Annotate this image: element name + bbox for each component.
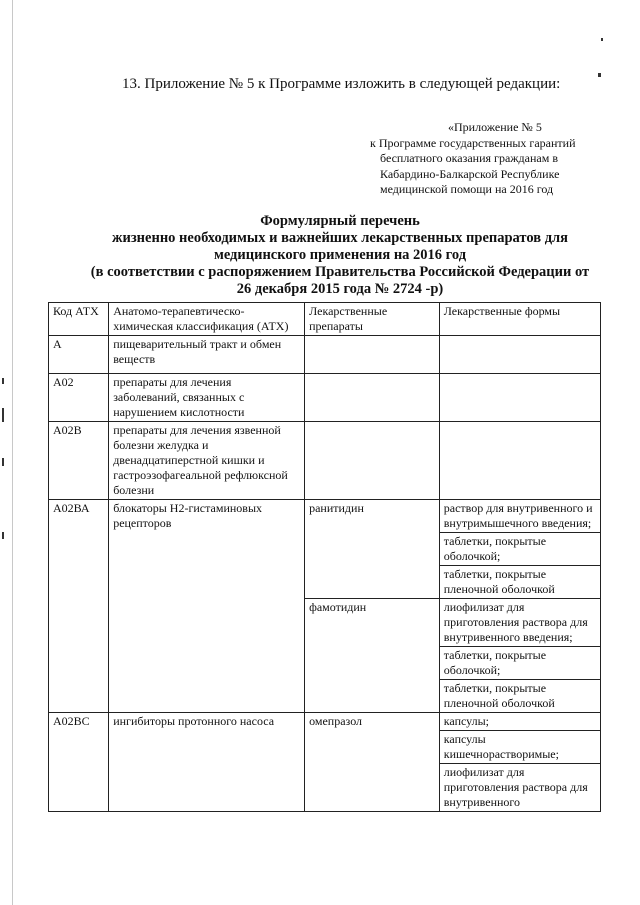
scan-speck bbox=[598, 73, 601, 77]
dosage-form: таблетки, покрытые пленочной оболочкой bbox=[439, 566, 600, 599]
title-line: Формулярный перечень bbox=[260, 213, 420, 229]
forms-cell bbox=[439, 422, 600, 500]
atc-class: препараты для лечения язвенной болезни желудка и двенадцатиперстной кишки и гастроэзофагеальной рефлюксной болезни bbox=[109, 422, 305, 500]
appendix-line: медицинской помощи на 2016 год bbox=[380, 182, 554, 196]
drug-name: ранитидин bbox=[305, 500, 440, 599]
scan-speck bbox=[2, 458, 4, 466]
appendix-line: Кабардино-Балкарской Республике bbox=[380, 166, 560, 181]
header-drugs: Лекарственные препараты bbox=[305, 303, 440, 336]
title-line: (в соответствии с распоряжением Правительства Российской Федерации от bbox=[90, 264, 590, 280]
scan-speck bbox=[2, 408, 4, 422]
scan-speck bbox=[2, 378, 4, 384]
dosage-form: капсулы; bbox=[439, 713, 600, 731]
header-code: Код АТХ bbox=[49, 303, 109, 336]
table-row bbox=[49, 713, 601, 731]
dosage-form: капсулы кишечнорастворимые; bbox=[439, 731, 600, 764]
drug-cell bbox=[305, 422, 440, 500]
atc-code: А02В bbox=[49, 422, 109, 500]
header-classification: Анатомо-терапевтическо-химическая классификация (АТХ) bbox=[109, 303, 305, 336]
appendix-line: к Программе государственных гарантий bbox=[370, 135, 576, 150]
title-line: 26 декабря 2015 года № 2724 -р) bbox=[236, 281, 444, 297]
atc-class: блокаторы Н2-гистаминовых рецепторов bbox=[109, 500, 305, 713]
intro-sentence: 13. Приложение № 5 к Программе изложить в следующей редакции: bbox=[122, 76, 561, 92]
drug-cell bbox=[305, 374, 440, 422]
dosage-form: лиофилизат для приготовления раствора для внутривенного введения; bbox=[439, 599, 600, 647]
dosage-form: таблетки, покрытые оболочкой; bbox=[439, 533, 600, 566]
title-line: медицинского применения на 2016 год bbox=[213, 247, 467, 263]
appendix-line: бесплатного оказания гражданам в bbox=[380, 151, 558, 165]
atc-class: пищеварительный тракт и обмен веществ bbox=[109, 336, 305, 374]
atc-class: препараты для лечения заболеваний, связанных с нарушением кислотности bbox=[109, 374, 305, 422]
dosage-form: лиофилизат для приготовления раствора для внутривенного bbox=[439, 764, 600, 812]
document-title bbox=[70, 213, 610, 298]
title-line: жизненно необходимых и важнейших лекарственных препаратов для bbox=[111, 230, 569, 246]
forms-cell bbox=[439, 374, 600, 422]
atc-code: А02ВА bbox=[49, 500, 109, 713]
atc-code: А02 bbox=[49, 374, 109, 422]
table-row bbox=[49, 374, 601, 422]
header-forms: Лекарственные формы bbox=[439, 303, 600, 336]
table-row bbox=[49, 422, 601, 500]
scan-speck bbox=[2, 532, 4, 539]
drug-cell bbox=[305, 336, 440, 374]
atc-code: А bbox=[49, 336, 109, 374]
forms-cell bbox=[439, 336, 600, 374]
table-row bbox=[49, 336, 601, 374]
atc-code: А02ВС bbox=[49, 713, 109, 812]
table-row bbox=[49, 500, 601, 533]
dosage-form: таблетки, покрытые пленочной оболочкой bbox=[439, 680, 600, 713]
drug-name: омепразол bbox=[305, 713, 440, 812]
scan-speck bbox=[601, 38, 603, 41]
appendix-header bbox=[370, 120, 620, 198]
table-header-row bbox=[49, 303, 601, 336]
appendix-line: «Приложение № 5 bbox=[448, 120, 542, 134]
dosage-form: таблетки, покрытые оболочкой; bbox=[439, 647, 600, 680]
atc-class: ингибиторы протонного насоса bbox=[109, 713, 305, 812]
scan-edge-line bbox=[12, 0, 13, 905]
drug-name: фамотидин bbox=[305, 599, 440, 713]
dosage-form: раствор для внутривенного и внутримышечного введения; bbox=[439, 500, 600, 533]
formulary-table bbox=[48, 302, 601, 812]
